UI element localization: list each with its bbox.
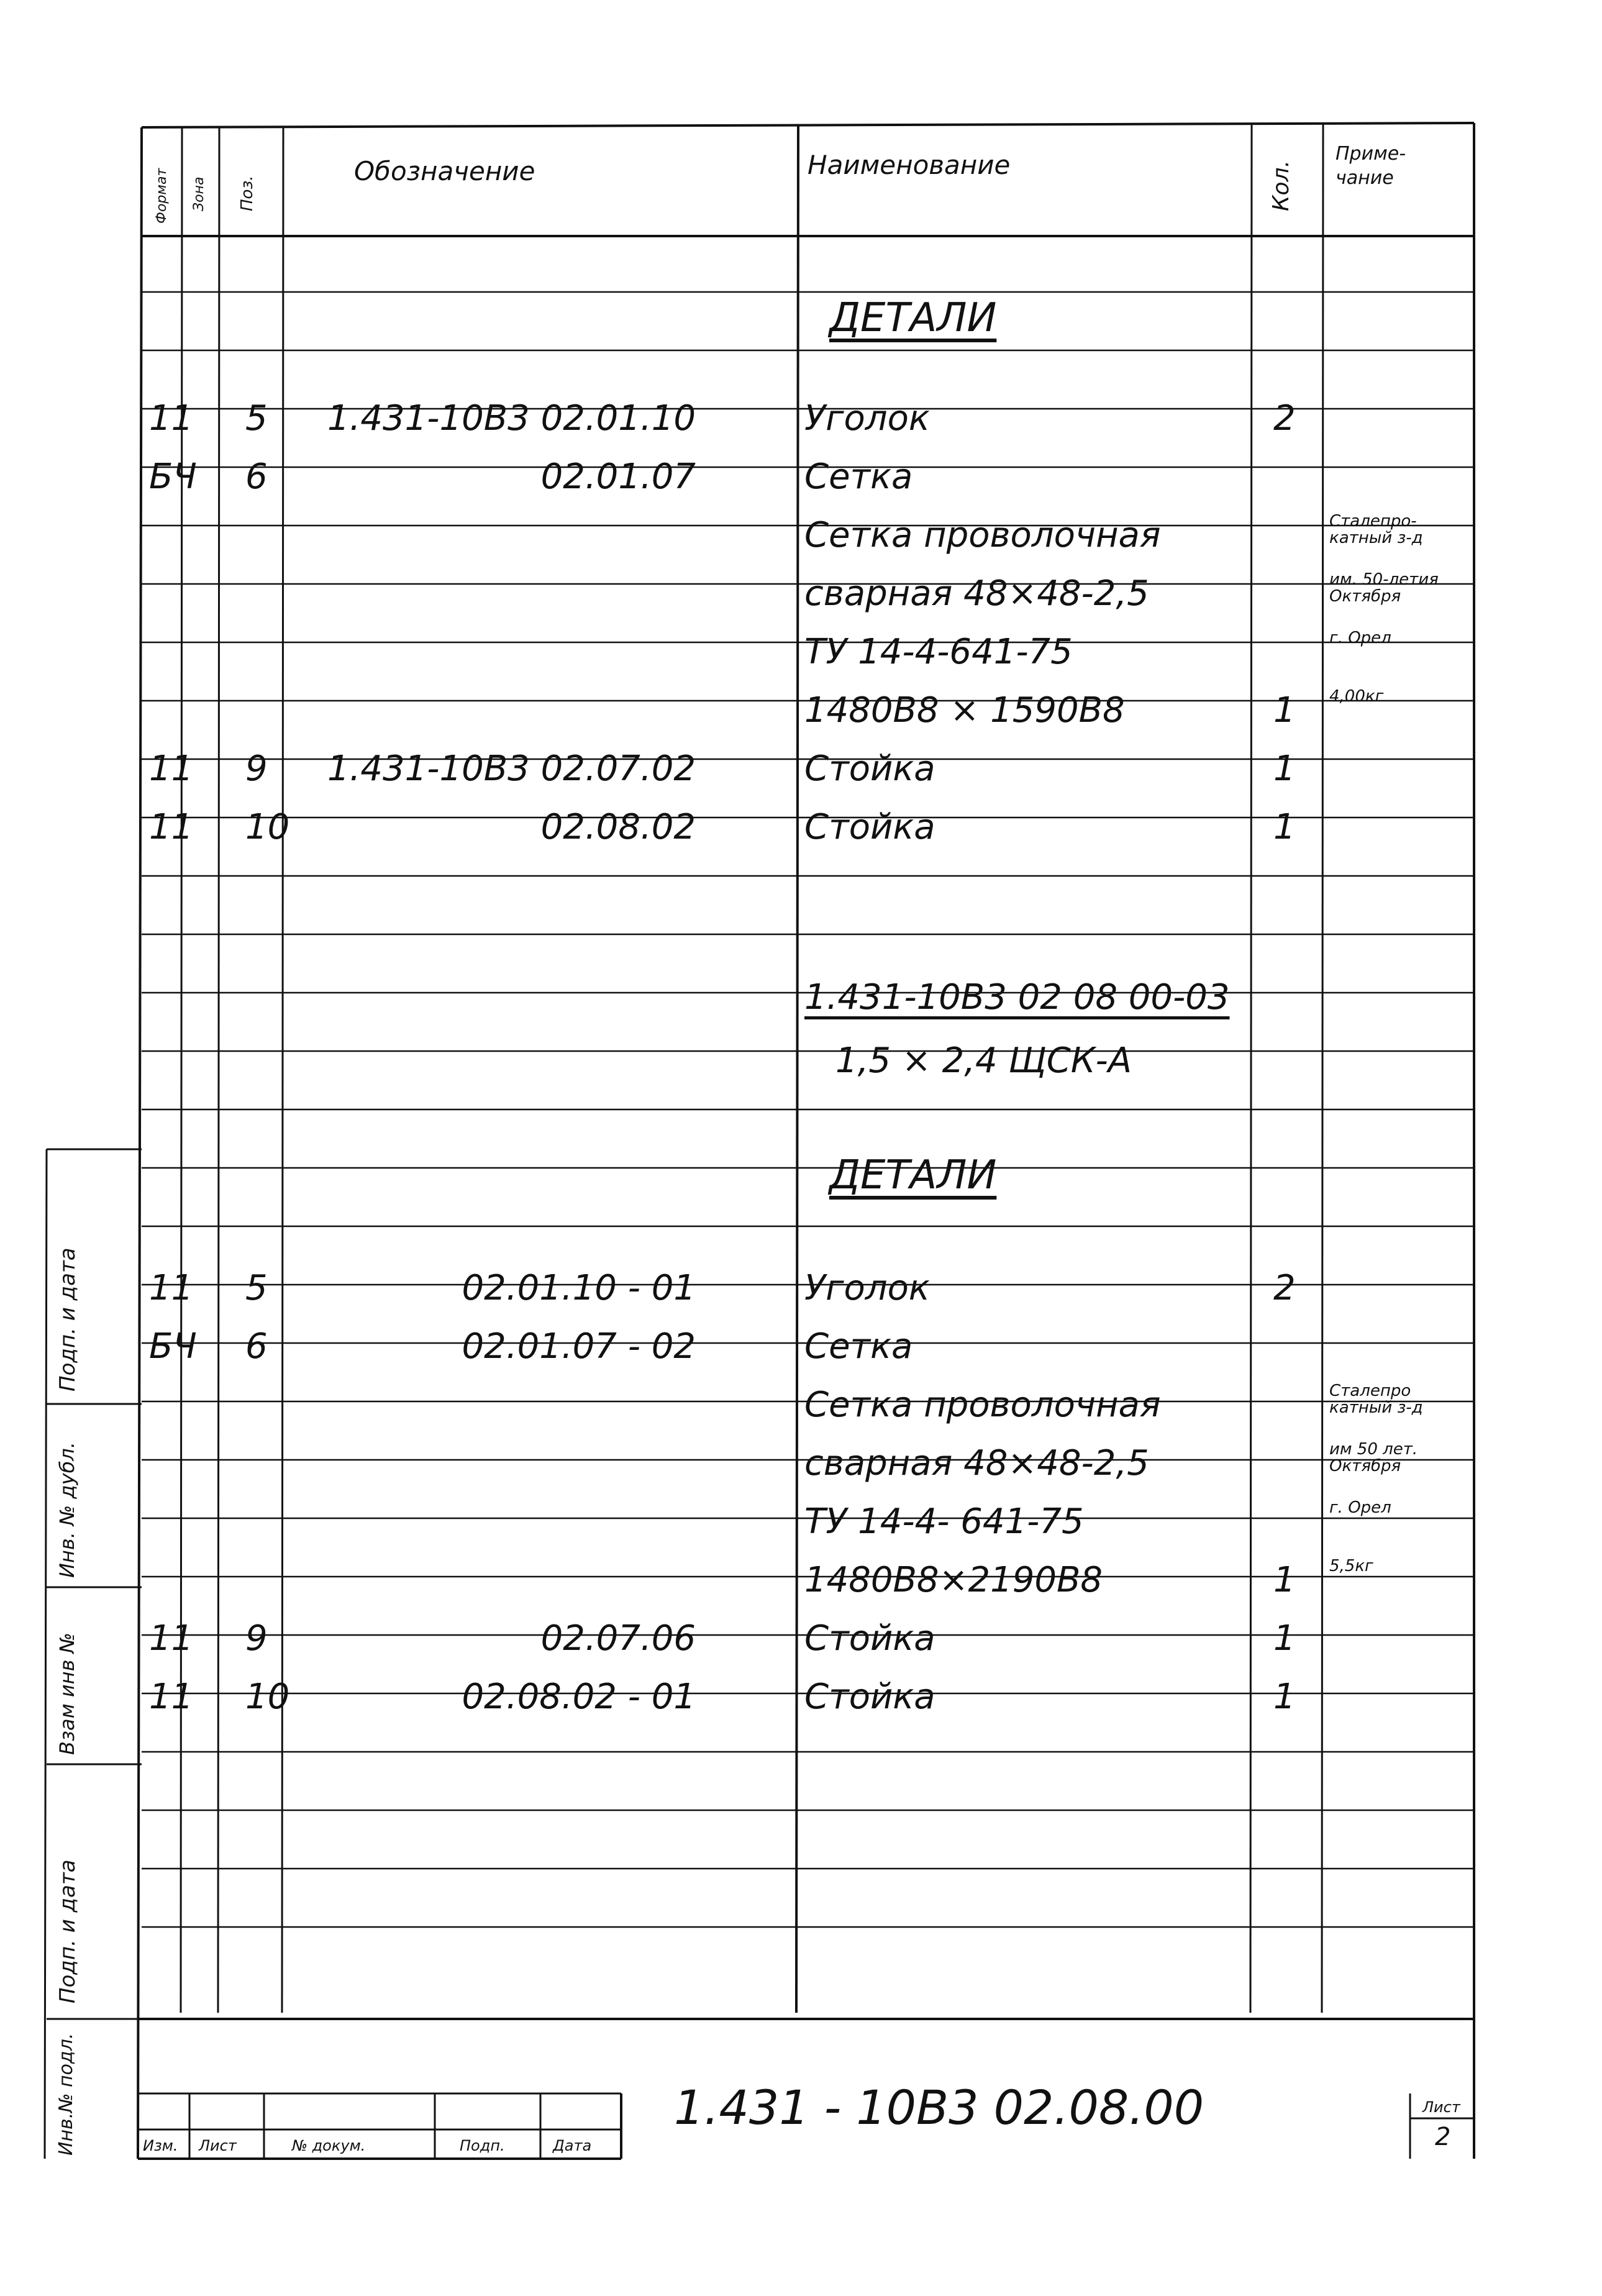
cell-name: Сетка [804,457,913,497]
cell-name: Стойка [804,1618,935,1659]
cell-qty: 1 [1273,690,1296,731]
col-date: Дата [553,2137,592,2154]
variant-code: 1.431-10В3 02 08 00-03 [804,977,1230,1018]
col-change: Изм. [143,2137,178,2154]
doc-code: 1.431 - 10В3 02.08.00 [674,2080,1204,2135]
header-note: Приме-чание [1336,143,1406,189]
side-sign-date-2: Подп. и дата [55,1859,80,2003]
section-1-title: ДЕТАЛИ [829,295,997,341]
cell-pos: 5 [245,398,268,439]
cell-format: 11 [149,749,194,789]
cell-designation: 02.01.07 [540,457,696,497]
cell-pos: 10 [245,1677,290,1717]
cell-name: 1480В8 × 1590В8 [804,690,1125,731]
cell-pos: 5 [245,1268,268,1308]
cell-designation: 1.431-10В3 02.01.10 [327,398,696,439]
cell-designation: 02.07.06 [540,1618,696,1659]
cell-pos: 9 [245,749,268,789]
cell-designation: 1.431-10В3 02.07.02 [327,749,696,789]
cell-name: Стойка [804,807,935,847]
header-zone: Зона [191,176,207,211]
cell-note: Сталепро катный з-д [1329,1382,1423,1418]
header-format: Формат [154,168,170,224]
cell-format: 11 [149,1618,194,1659]
cell-name: Уголок [804,398,930,439]
cell-name: Сетка [804,1326,913,1367]
sheet-label: Лист [1422,2098,1460,2116]
cell-format: 11 [149,807,194,847]
col-sheet: Лист [199,2137,237,2154]
cell-name: сварная 48×48-2,5 [804,573,1149,614]
cell-note: им. 50-летия Октября [1329,570,1439,606]
cell-name: 1480В8×2190В8 [804,1560,1103,1600]
cell-designation: 02.01.07 - 02 [462,1326,696,1367]
cell-pos: 6 [245,457,268,497]
cell-format: 11 [149,1677,194,1717]
header-pos: Поз. [238,175,257,211]
cell-format: БЧ [149,457,197,497]
cell-name: сварная 48×48-2,5 [804,1443,1149,1483]
cell-pos: 10 [245,807,290,847]
cell-name: Сетка проволочная [804,1385,1161,1425]
cell-name: Стойка [804,1677,935,1717]
cell-designation: 02.01.10 - 01 [462,1268,696,1308]
header-name: Наименование [808,150,1011,180]
cell-name: Уголок [804,1268,930,1308]
side-sign-date-1: Подп. и дата [55,1247,80,1392]
sheet-number: 2 [1435,2123,1451,2151]
side-orig-inv: Инв.№ подл. [55,2033,77,2156]
cell-note: Сталепро-катный з-д [1329,512,1423,548]
col-doc-no: № докум. [292,2137,366,2154]
cell-format: БЧ [149,1326,197,1367]
cell-qty: 1 [1273,807,1296,847]
cell-pos: 6 [245,1326,268,1367]
header-designation: Обозначение [354,156,535,186]
cell-note: 5,5кг [1329,1557,1373,1575]
cell-pos: 9 [245,1618,268,1659]
cell-format: 11 [149,398,194,439]
header-qty: Кол. [1268,160,1294,211]
cell-qty: 1 [1273,1618,1296,1659]
cell-note: г. Орел [1329,1498,1391,1517]
cell-note: 4,00кг [1329,687,1384,706]
col-sign: Подп. [460,2137,505,2154]
cell-qty: 1 [1273,1677,1296,1717]
cell-name: ТУ 14-4- 641-75 [804,1501,1084,1542]
side-dup-inv: Инв. № дубл. [55,1442,79,1578]
cell-designation: 02.08.02 - 01 [462,1677,696,1717]
cell-qty: 2 [1273,398,1296,439]
cell-qty: 1 [1273,749,1296,789]
cell-note: г. Орел [1329,629,1391,647]
section-2-title: ДЕТАЛИ [829,1152,997,1198]
side-replace-inv: Взам инв № [55,1633,79,1755]
cell-qty: 2 [1273,1268,1296,1308]
cell-name: Стойка [804,749,935,789]
cell-name: ТУ 14-4-641-75 [804,632,1073,672]
cell-format: 11 [149,1268,194,1308]
variant-size: 1,5 × 2,4 ЩСК-А [835,1041,1132,1081]
cell-designation: 02.08.02 [540,807,696,847]
cell-qty: 1 [1273,1560,1296,1600]
cell-note: им 50 лет. Октября [1329,1440,1418,1476]
cell-name: Сетка проволочная [804,515,1161,555]
